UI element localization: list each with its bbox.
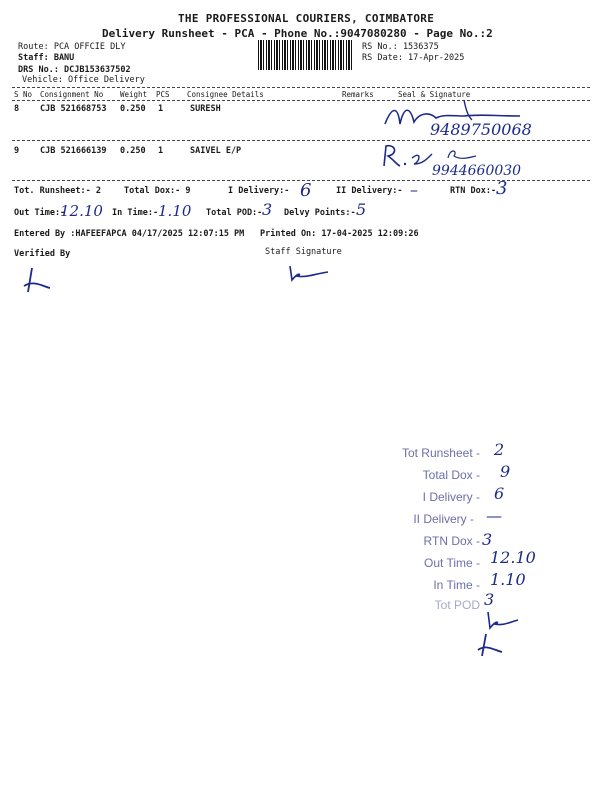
col-sno: S No [14, 90, 33, 99]
stamp-ii-delivery-label: II Delivery - [413, 512, 474, 526]
row1-weight: 0.250 [120, 104, 146, 114]
col-remarks: Remarks [342, 90, 374, 99]
row1-pcs: 1 [158, 104, 164, 114]
col-weight: Weight [120, 90, 148, 99]
out-time-value: 12.10 [60, 202, 103, 220]
stamp-tot-pod-value: 3 [484, 590, 495, 609]
i-delivery-value: 6 [300, 180, 312, 201]
stamp-ii-delivery-value: — [486, 506, 502, 525]
rtn-dox-label: RTN Dox:- [450, 186, 497, 196]
table-top-rule [12, 87, 590, 88]
printed-on: Printed On: 17-04-2025 12:09:26 [260, 229, 419, 239]
row2-sno: 9 [14, 146, 20, 156]
staff-signature [286, 262, 336, 284]
total-pod-label: Total POD:- [206, 208, 263, 218]
col-seal-signature: Seal & Signature [398, 90, 471, 99]
stamp-in-time-label: In Time - [433, 578, 480, 592]
stamp-i-delivery-value: 6 [494, 484, 505, 503]
row2-consignment: CJB 521666139 [40, 146, 107, 156]
stamp-in-time-value: 1.10 [490, 570, 526, 589]
row1-consignment: CJB 521668753 [40, 104, 107, 114]
vehicle-text: Vehicle: Office Delivery [22, 75, 145, 85]
row1-sno: 8 [14, 104, 20, 114]
row2-weight: 0.250 [120, 146, 146, 156]
barcode-image [258, 40, 354, 70]
in-time-label: In Time:- [112, 208, 159, 218]
stamp-tot-runsheet-label: Tot Runsheet - [401, 446, 480, 460]
runsheet-subtitle: Delivery Runsheet - PCA - Phone No.:9047080280 - Page No.:2 [102, 27, 493, 40]
out-time-label: Out Time:- [14, 208, 66, 218]
stamp-i-delivery-label: I Delivery - [422, 490, 480, 504]
stamp-out-time-value: 12.10 [490, 548, 536, 567]
in-time-value: 1.10 [158, 202, 192, 220]
total-pod-value: 3 [262, 200, 273, 219]
row1-consignee: SURESH [190, 104, 221, 114]
row2-pcs: 1 [158, 146, 164, 156]
stamp-out-time-label: Out Time - [423, 556, 480, 570]
staff-text: Staff: BANU [18, 53, 75, 63]
verified-by-label: Verified By [14, 249, 71, 259]
col-pcs: PCS [156, 90, 170, 99]
rtn-dox-value: 3 [496, 178, 508, 199]
ii-delivery-label: II Delivery:- [336, 186, 403, 196]
route-text: Route: PCA OFFCIE DLY [18, 42, 126, 52]
row1-phone-handwritten: 9489750068 [430, 120, 532, 139]
i-delivery-label: I Delivery:- [228, 186, 290, 196]
company-name: THE PROFESSIONAL COURIERS, COIMBATORE [178, 12, 435, 25]
row2-consignee: SAIVEL E/P [190, 146, 242, 156]
stamp-tot-runsheet-value: 2 [494, 440, 505, 459]
tot-runsheet: Tot. Runsheet:- 2 [14, 186, 101, 196]
rs-number: RS No.: 1536375 [362, 42, 439, 52]
verified-by-signature [20, 266, 60, 296]
stamp-tot-pod-label: Tot POD [434, 598, 480, 612]
stamp-rtn-dox-value: 3 [482, 530, 493, 549]
stamp-total-dox-value: 9 [500, 462, 511, 481]
total-dox: Total Dox:- 9 [124, 186, 191, 196]
stamp-rtn-dox-label: RTN Dox - [423, 534, 480, 548]
rs-date: RS Date: 17-Apr-2025 [362, 53, 465, 63]
delvy-points-label: Delvy Points:- [284, 208, 356, 218]
drs-number: DRS No.: DCJB153637502 [18, 65, 131, 75]
stamp-staff-signature [484, 610, 524, 632]
stamp-total-dox-label: Total Dox - [422, 468, 480, 482]
staff-signature-label: Staff Signature [265, 247, 342, 257]
delvy-points-value: 5 [356, 200, 367, 219]
stamp-verified-signature [476, 632, 506, 660]
col-consignee: Consignee Details [187, 90, 264, 99]
entered-by: Entered By :HAFEEFAPCA 04/17/2025 12:07:15 PM [14, 229, 245, 239]
col-consignment: Consignment No [40, 90, 104, 99]
ii-delivery-value: – [410, 180, 418, 199]
row2-phone-handwritten: 9944660030 [432, 163, 522, 179]
